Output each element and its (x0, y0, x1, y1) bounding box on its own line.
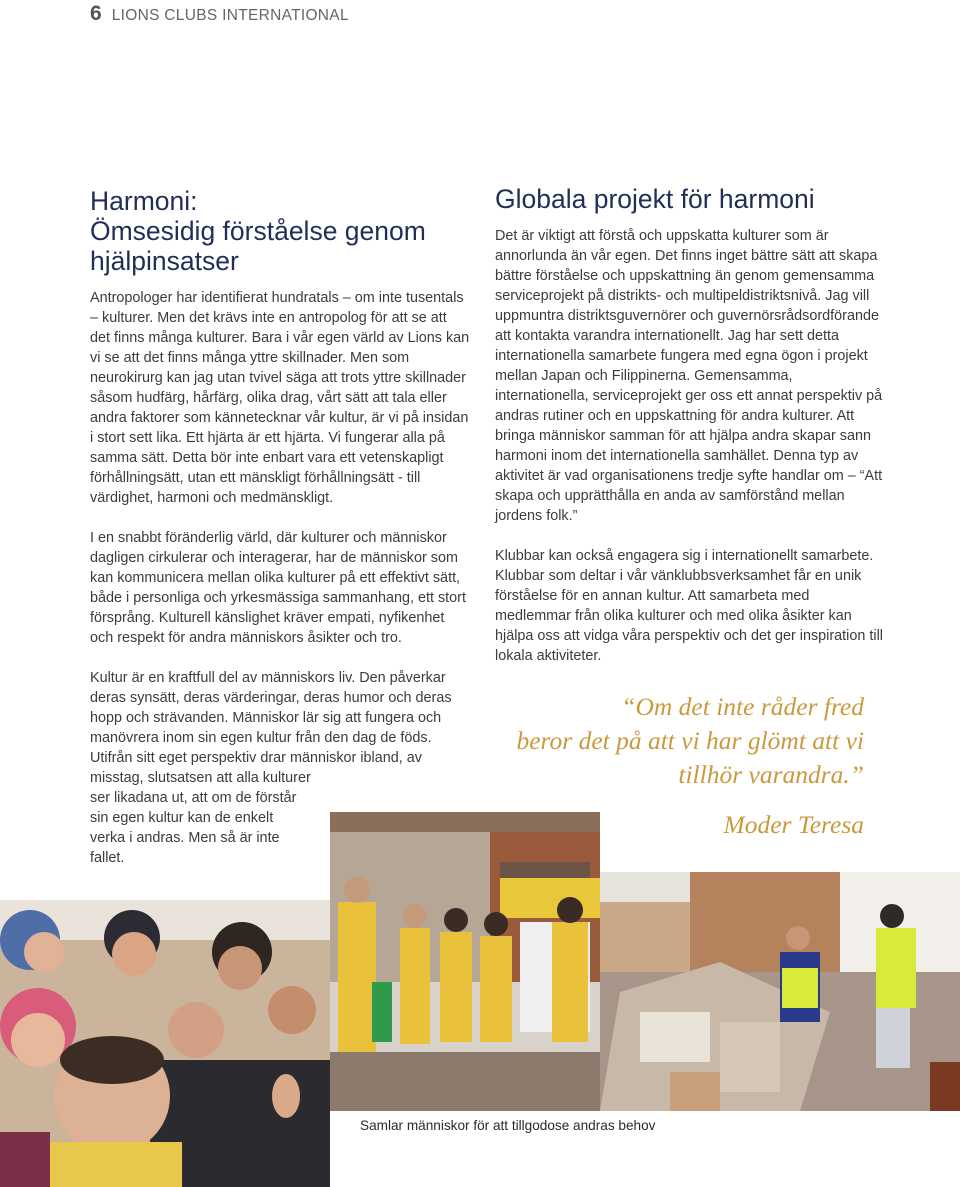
quote-line: tillhör varandra.” (678, 760, 864, 789)
page-number: 6 (90, 2, 102, 25)
body-line: sin egen kultur kan de enkelt (90, 810, 274, 826)
body-paragraph: I en snabbt föränderlig värld, där kulturer och människor dagligen cirkulerar och interagerar, har de människor som kan kommunicera mellan olika kulturer på ett effektivt sätt, både i personliga och yrkesmässiga sammanhang, ett stort försprång. Kulturell känslighet kräver empati, nyfikenhet och respekt för andra människors åsikter och tro. (90, 530, 466, 646)
cleanup-photo-art (600, 872, 960, 1111)
heading-line: hjälpinsatser (90, 246, 239, 276)
heading-line: Harmoni: (90, 186, 198, 216)
right-column (495, 184, 885, 686)
body-paragraph: Klubbar kan också engagera sig i internationellt samarbete. Klubbar som deltar i vår vänklubbsverksamhet får en unik förståelse för en annan kultur. Att samarbeta med medlemmar från olika kulturer och med olika åsikter kan hjälpa oss att vidga våra perspektiv och det ger inspiration till lokala aktiviteter. (495, 548, 883, 664)
quote-line: beror det på att vi har glömt att vi (516, 726, 864, 755)
photo-lions-volunteers (330, 812, 600, 1111)
body-paragraph: Det är viktigt att förstå och uppskatta kulturer som är annorlunda än vår egen. Det finns inget bättre sätt att skapa bättre förståelse och uppskattning än genom gemensamma serviceprojekt på distrikts- och multipeldistriktsnivå. Jag vill uppmuntra distriktsguvernörer och guvernörsrådsordförande att kontakta varandra internationellt. Jag har sett detta internationella samarbete fungera med egna ögon i projekt mellan Japan och Filippinerna. Gemensamma, internationella, serviceprojekt ger oss ett annat perspektiv på andras rutiner och en uppskattning för andra kulturer. Att bringa människor samman för att hjälpa andra skapar sann harmoni inom det internationella samhället. Denna typ av aktivitet är vad organisationens tredje syfte handlar om – “Att skapa och upprätthålla en anda av samförstånd mellan jordens folk.” (495, 228, 883, 524)
photo-children-group (0, 900, 330, 1187)
left-column (90, 186, 470, 868)
section-heading-harmony (90, 186, 470, 276)
children-photo-art (0, 900, 330, 1187)
heading-line: Ömsesidig förståelse genom (90, 216, 426, 246)
section-heading-global-projects: Globala projekt för harmoni (495, 184, 815, 214)
quote-line: “Om det inte råder fred (621, 692, 864, 721)
lions-photo-art (330, 812, 600, 1111)
photo-caption: Samlar människor för att tillgodose andras behov (360, 1118, 656, 1133)
body-line: fallet. (90, 850, 125, 866)
body-paragraph: Kultur är en kraftfull del av människors liv. Den påverkar deras synsätt, deras värderingar, deras humor och deras hopp och strävanden. Människor lär sig att fungera och manövrera inom sin egen kultur från den dag de föds. Utifrån sitt eget perspektiv drar människor ibland, av misstag, slutsatsen att alla kulturer (90, 670, 452, 786)
page-header (90, 2, 349, 26)
body-paragraph: Antropologer har identifierat hundratals – om inte tusentals – kulturer. Men det krävs inte en antropolog för att se att det finns många kulturer. Bara i vår egen värld av Lions kan vi se att det finns många yttre skillnader. Men som neurokirurg kan jag utan tvivel säga att trots yttre skillnader såsom hudfärg, hårfärg, olika drag, vårt sätt att tala eller andra faktorer som kännetecknar vår kultur, är vi på insidan i stort sett lika. Ett hjärta är ett hjärta. Vi fungerar alla på samma sätt. Detta bör inte enbart vara ett vetenskapligt förhållningsätt, utan ett mänskligt förhållningsätt - till värdighet, harmoni och medmänskligt. (90, 290, 470, 506)
body-line: ser likadana ut, att om de förstår (90, 790, 297, 806)
quote-author: Moder Teresa (723, 810, 864, 839)
running-title: LIONS CLUBS INTERNATIONAL (111, 7, 349, 24)
photo-cleanup-volunteers (600, 872, 960, 1111)
body-line: verka i andras. Men så är inte (90, 830, 280, 846)
